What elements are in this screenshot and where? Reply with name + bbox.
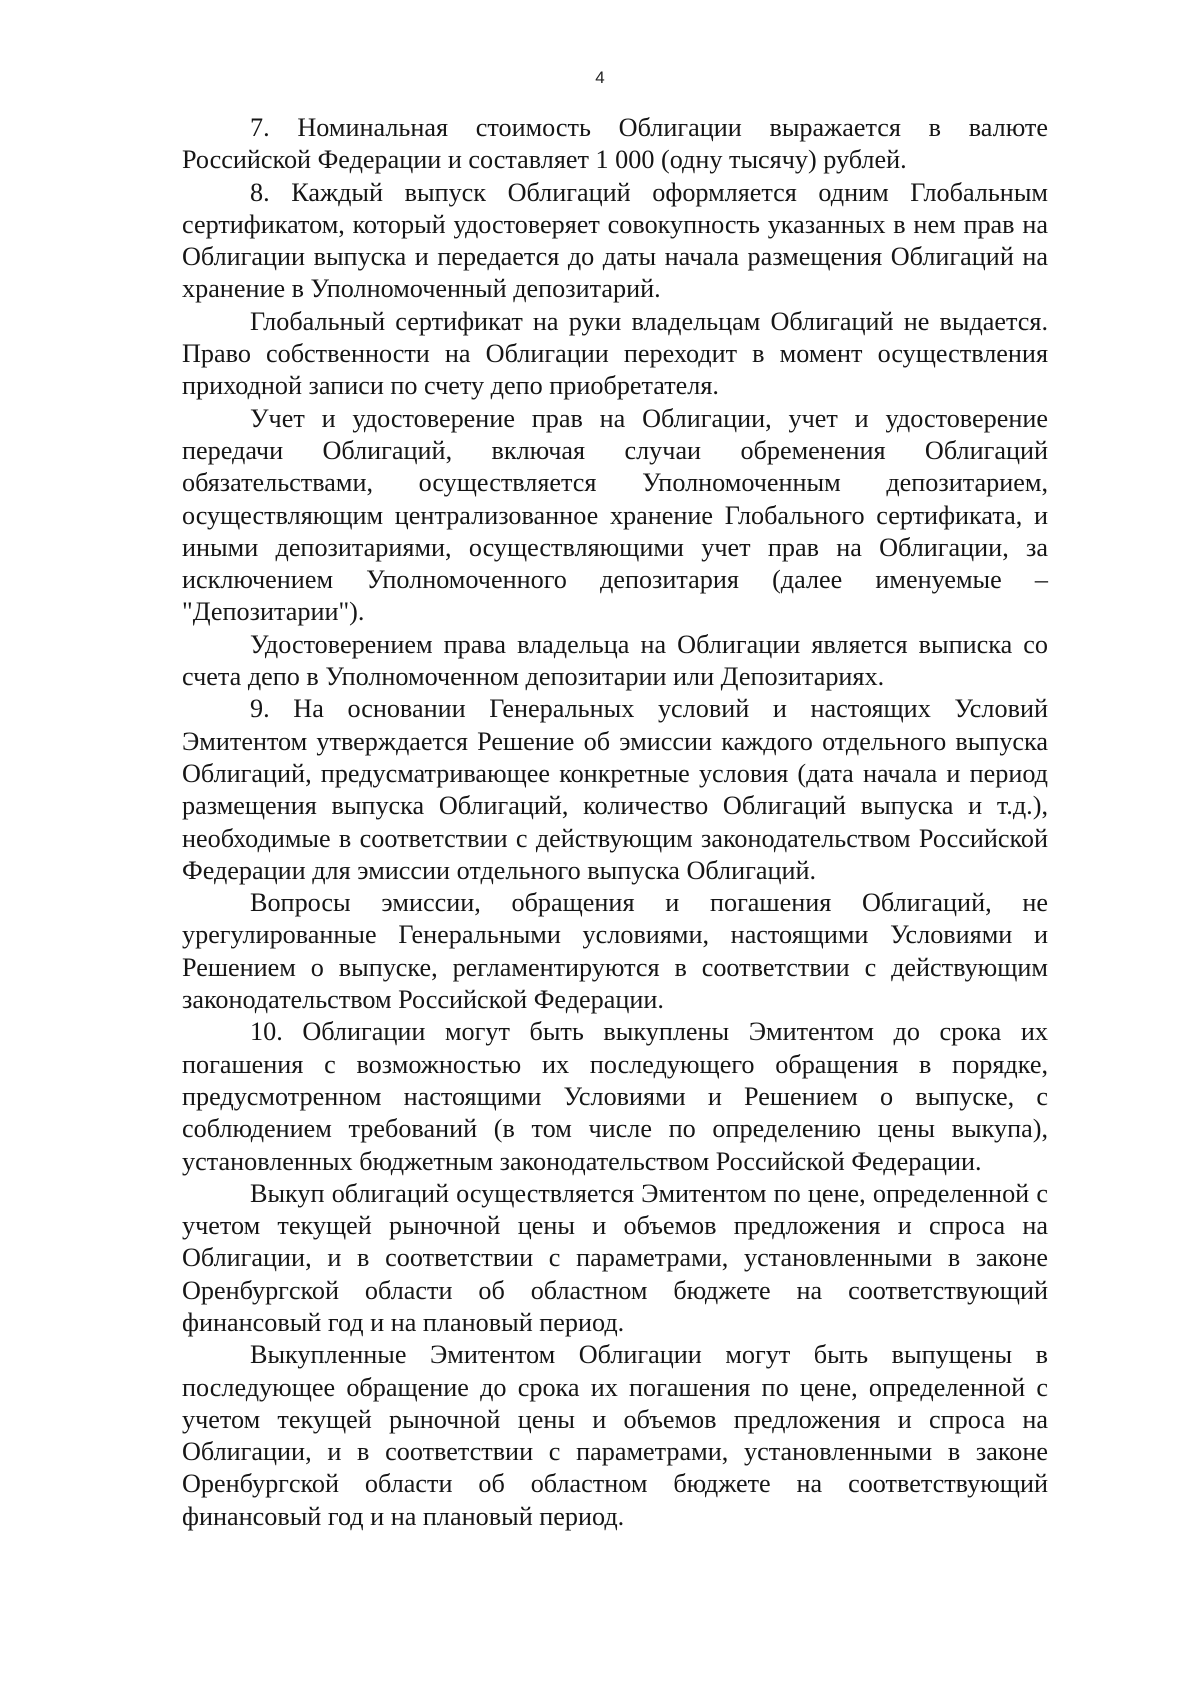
paragraph-rights-accounting: Учет и удостоверение прав на Облигации, учет и удостоверение передачи Облигаций, включая случаи обременения Облигаций обязательствами, осуществляется Уполномоченным депозитарием, осуществляющим централизованное хранение Глобального сертификата, и иными депозитариями, осуществляющими учет прав на Облигации, за исключением Уполномоченного депозитария (далее именуемые – "Депозитарии"). xyxy=(182,403,1048,627)
paragraph-ownership-proof: Удостоверением права владельца на Облигации является выписка со счета депо в Уполномоченном депозитарии или Депозитариях. xyxy=(182,629,1048,692)
paragraph-reissue: Выкупленные Эмитентом Облигации могут быть выпущены в последующее обращение до срока их погашения по цене, определенной с учетом текущей рыночной цены и объемов предложения и спроса на Облигации, и в соответствии с параметрами, установленными в законе Оренбургской области об областном бюджете на соответствующий финансовый год и на плановый период. xyxy=(182,1340,1048,1531)
paragraph-buyback-price: Выкуп облигаций осуществляется Эмитентом по цене, определенной с учетом текущей рыночной цены и объемов предложения и спроса на Облигации, и в соответствии с параметрами, установленными в законе Оренбургской области об областном бюджете на соответствующий финансовый год и на плановый период. xyxy=(182,1178,1048,1337)
page-number: 4 xyxy=(595,68,605,87)
paragraph-item-9: 9. На основании Генеральных условий и настоящих Условий Эмитентом утверждается Решение об эмиссии каждого отдельного выпуска Облигаций, предусматривающее конкретные условия (дата начала и период размещения выпуска Облигаций, количество Облигаций выпуска и т.д.), необходимые в соответствии с действующим законодательством Российской Федерации для эмиссии отдельного выпуска Облигаций. xyxy=(182,694,1048,885)
paragraph-item-7: 7. Номинальная стоимость Облигации выражается в валюте Российской Федерации и составляет 1 000 (одну тысячу) рублей. xyxy=(182,113,1048,175)
paragraph-global-certificate: Глобальный сертификат на руки владельцам Облигаций не выдается. Право собственности на Облигации переходит в момент осуществления приходной записи по счету депо приобретателя. xyxy=(182,306,1048,401)
paragraph-item-10: 10. Облигации могут быть выкуплены Эмитентом до срока их погашения с возможностью их последующего обращения в порядке, предусмотренном настоящими Условиями и Решением о выпуске, с соблюдением требований (в том числе по определению цены выкупа), установленных бюджетным законодательством Российской Федерации. xyxy=(182,1017,1048,1176)
paragraph-unregulated-issues: Вопросы эмиссии, обращения и погашения Облигаций, не урегулированные Генеральными условиями, настоящими Условиями и Решением о выпуске, регламентируются в соответствии с действующим законодательством Российской Федерации. xyxy=(182,888,1048,1015)
document-body xyxy=(182,112,1048,1533)
paragraph-item-8: 8. Каждый выпуск Облигаций оформляется одним Глобальным сертификатом, который удостоверяет совокупность указанных в нем прав на Облигации выпуска и передается до даты начала размещения Облигаций на хранение в Уполномоченный депозитарий. xyxy=(182,177,1048,304)
